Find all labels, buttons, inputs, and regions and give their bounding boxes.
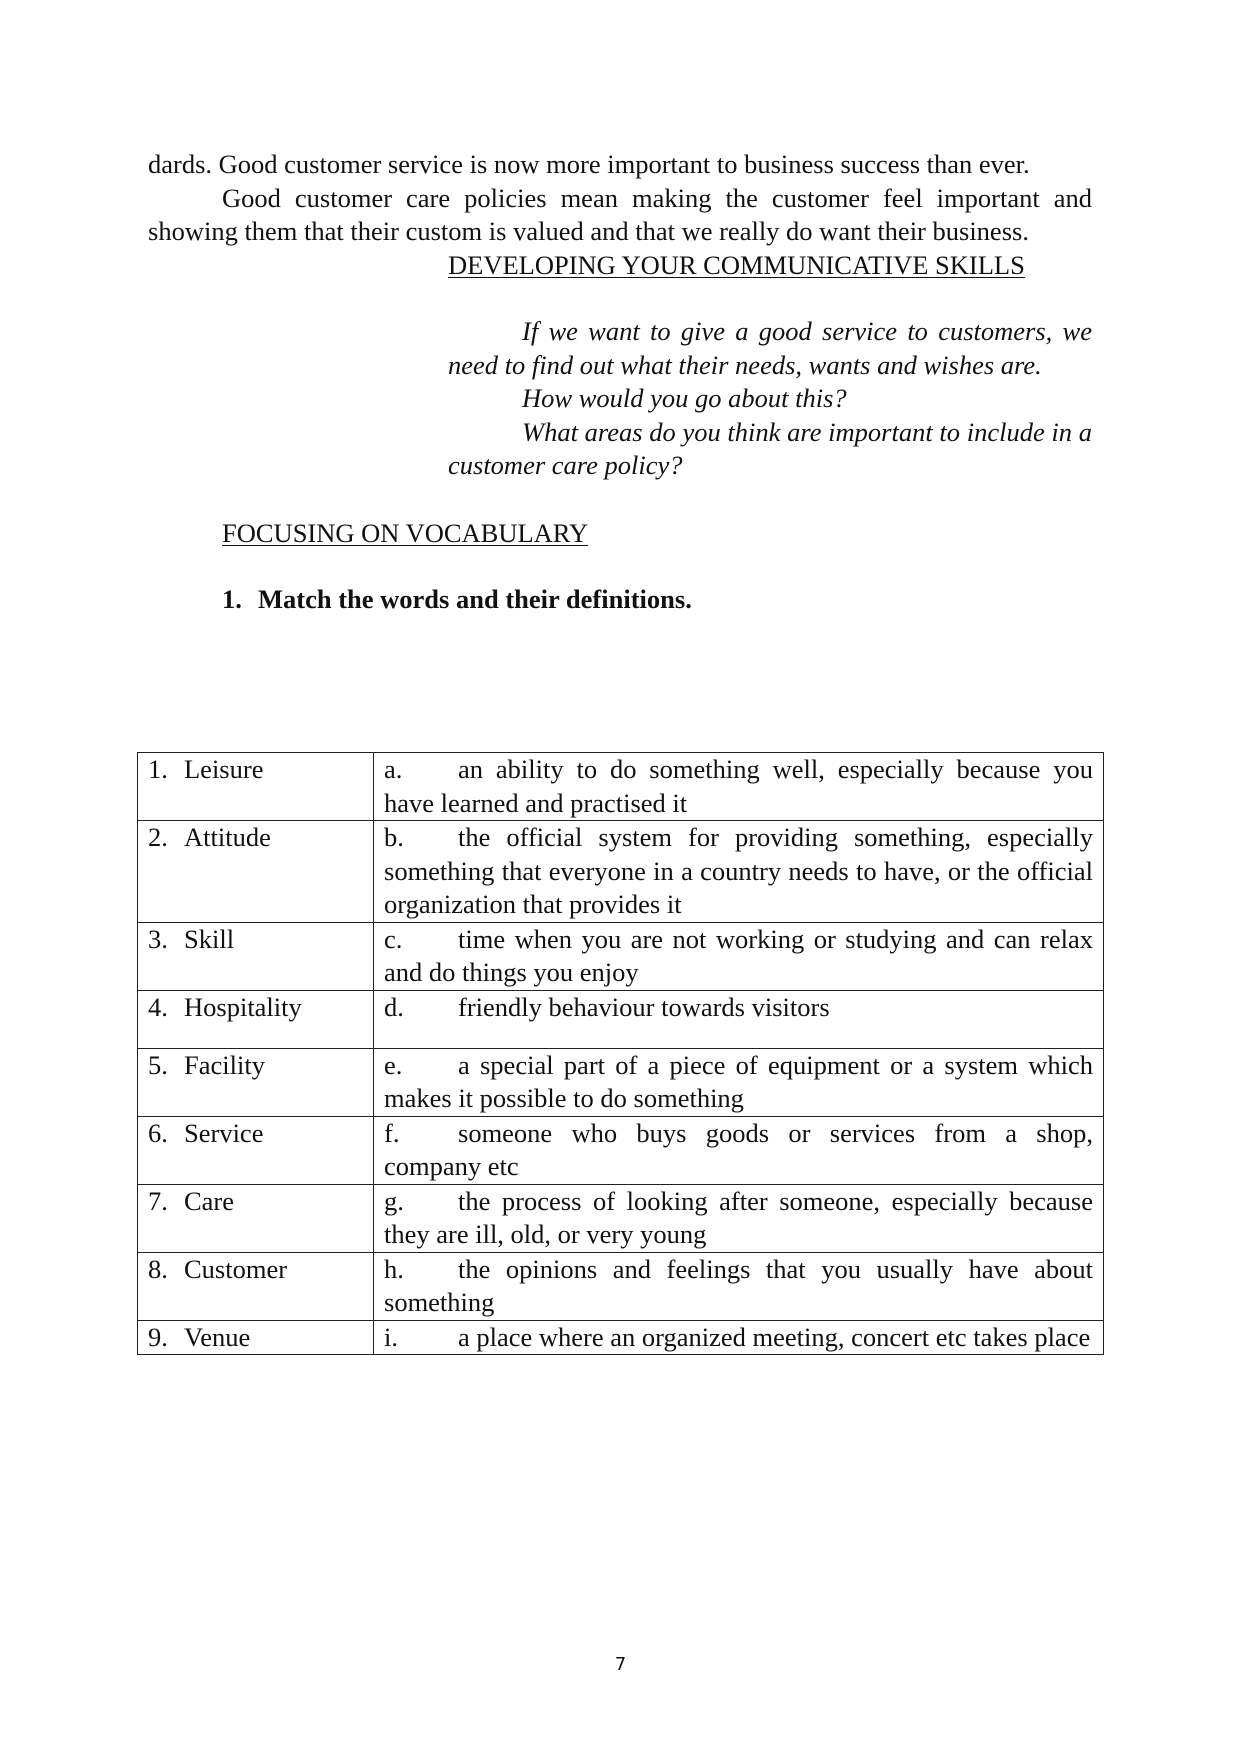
prompt-question-1: If we want to give a good service to customers, we need to find out what their needs, wants and wishes are. bbox=[448, 316, 1092, 380]
table-row bbox=[138, 1184, 1104, 1252]
definition-text: the opinions and feelings that you usually have about something bbox=[384, 1253, 1093, 1317]
table-row bbox=[138, 753, 1104, 821]
task-text: Match the words and their definitions. bbox=[258, 584, 692, 614]
definition-text: time when you are not working or studying and can relax and do things you enjoy bbox=[384, 923, 1093, 987]
definition-cell bbox=[374, 1184, 1104, 1252]
word-cell bbox=[138, 922, 374, 990]
word-cell bbox=[138, 821, 374, 923]
definition-cell bbox=[374, 1048, 1104, 1116]
definition-text: friendly behaviour towards visitors bbox=[458, 991, 830, 1022]
communicative-skills-heading: DEVELOPING YOUR COMMUNICATIVE SKILLS bbox=[448, 249, 1025, 280]
body-paragraph-2: Good customer care policies mean making the customer feel important and showing them that their custom is valued and that we really do want their business. bbox=[148, 182, 1092, 246]
prompt-question-3: What areas do you think are important to include in a customer care policy? bbox=[448, 416, 1092, 480]
definition-letter: f. bbox=[384, 1117, 400, 1148]
definition-cell bbox=[374, 990, 1104, 1048]
definition-letter: g. bbox=[384, 1185, 404, 1216]
table-row bbox=[138, 922, 1104, 990]
task-number: 1. bbox=[222, 584, 242, 614]
definition-letter: d. bbox=[384, 991, 404, 1022]
word-text: Care bbox=[184, 1185, 235, 1216]
definition-text: the process of looking after someone, especially because they are ill, old, or very young bbox=[384, 1185, 1093, 1249]
table-row bbox=[138, 1116, 1104, 1184]
definition-letter: b. bbox=[384, 822, 404, 852]
word-text: Hospitality bbox=[184, 991, 302, 1022]
definition-text: a place where an organized meeting, concert etc takes place bbox=[458, 1321, 1091, 1352]
definition-text: a special part of a piece of equipment or a system which makes it possible to do something bbox=[384, 1049, 1093, 1113]
word-number: 4. bbox=[148, 991, 168, 1022]
word-cell bbox=[138, 990, 374, 1048]
definition-cell bbox=[374, 753, 1104, 821]
page-content bbox=[148, 148, 1093, 1352]
task-instruction bbox=[222, 583, 1092, 617]
word-number: 9. bbox=[148, 1321, 168, 1352]
definition-text: an ability to do something well, especially because you have learned and practised it bbox=[384, 754, 1093, 818]
table-row bbox=[138, 990, 1104, 1048]
definition-cell bbox=[374, 922, 1104, 990]
word-cell bbox=[138, 1252, 374, 1320]
table-row bbox=[138, 1048, 1104, 1116]
word-cell bbox=[138, 1116, 374, 1184]
discussion-prompt bbox=[448, 315, 1092, 483]
definition-letter: h. bbox=[384, 1253, 404, 1284]
word-cell bbox=[138, 1320, 374, 1355]
definition-cell bbox=[374, 1320, 1104, 1355]
definition-letter: e. bbox=[384, 1049, 403, 1080]
word-text: Service bbox=[184, 1117, 264, 1148]
word-number: 2. bbox=[148, 822, 168, 852]
vocabulary-heading: FOCUSING ON VOCABULARY bbox=[222, 517, 589, 548]
table-row bbox=[138, 821, 1104, 923]
word-number: 8. bbox=[148, 1253, 168, 1284]
definition-letter: c. bbox=[384, 923, 403, 954]
definition-letter: a. bbox=[384, 754, 403, 784]
word-text: Customer bbox=[184, 1253, 288, 1284]
word-cell bbox=[138, 753, 374, 821]
definition-text: someone who buys goods or services from a shop, company etc bbox=[384, 1117, 1093, 1181]
word-text: Attitude bbox=[184, 822, 271, 852]
definition-letter: i. bbox=[384, 1321, 398, 1352]
definition-cell bbox=[374, 821, 1104, 923]
word-number: 7. bbox=[148, 1185, 168, 1216]
table-row bbox=[138, 1252, 1104, 1320]
table-row bbox=[138, 1320, 1104, 1355]
matching-table bbox=[137, 752, 1104, 1355]
word-cell bbox=[138, 1048, 374, 1116]
word-text: Facility bbox=[184, 1049, 265, 1080]
word-text: Skill bbox=[184, 923, 235, 954]
definition-cell bbox=[374, 1252, 1104, 1320]
word-cell bbox=[138, 1184, 374, 1252]
word-text: Venue bbox=[184, 1321, 251, 1352]
word-text: Leisure bbox=[184, 754, 264, 784]
definition-text: the official system for providing something, especially something that everyone in a country needs to have, or the official organization that provides it bbox=[384, 822, 1093, 919]
prompt-question-2: How would you go about this? bbox=[522, 383, 847, 413]
word-number: 1. bbox=[148, 754, 168, 784]
word-number: 6. bbox=[148, 1117, 168, 1148]
page-number: 7 bbox=[614, 1654, 627, 1675]
body-paragraph-1: dards. Good customer service is now more important to business success than ever. bbox=[148, 149, 1030, 179]
definition-cell bbox=[374, 1116, 1104, 1184]
word-number: 5. bbox=[148, 1049, 168, 1080]
word-number: 3. bbox=[148, 923, 168, 954]
